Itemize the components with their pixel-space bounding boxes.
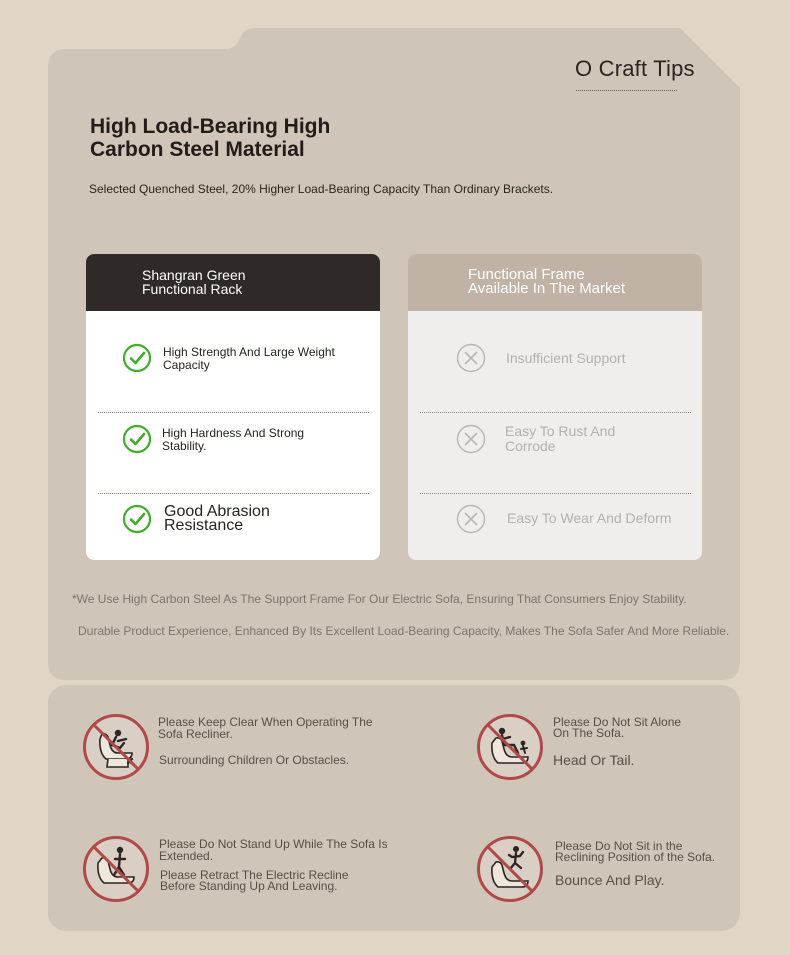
footnote-line2: Durable Product Experience, Enhanced By Its Excellent Load-Bearing Capacity, Makes The Sofa Safer And More Reliable.	[78, 624, 730, 638]
safety-tip-line: Please Keep Clear When Operating The	[158, 715, 373, 729]
list-item	[98, 414, 369, 494]
list-item-text	[506, 351, 626, 366]
cross-circle-icon	[456, 504, 486, 534]
safety-tip-line: Please Do Not Stand Up While The Sofa Is	[159, 837, 388, 851]
list-item-text	[163, 346, 335, 372]
safety-tip-primary	[158, 716, 373, 740]
safety-tip-secondary	[160, 870, 349, 892]
list-item-line1: Easy To Rust And	[505, 423, 616, 439]
list-item	[420, 414, 691, 494]
safety-tip	[476, 713, 726, 783]
safety-tip-line: Before Standing Up And Leaving.	[160, 879, 338, 893]
list-item-line1: Insufficient Support	[506, 350, 626, 366]
panel-market-header	[408, 254, 702, 311]
safety-tip-line: Surrounding Children Or Obstacles.	[159, 753, 350, 767]
safety-tip-line: Extended.	[159, 849, 214, 863]
list-item-line1: High Strength And Large Weight	[163, 345, 335, 359]
panel-market-title-line1: Functional Frame	[468, 266, 585, 283]
check-icon	[122, 424, 152, 454]
panel-shangran-header	[86, 254, 380, 311]
no-bouncing-icon	[476, 835, 544, 903]
list-item-line2: Resistance	[164, 517, 244, 534]
headline: High Load-Bearing High Carbon Steel Material	[90, 115, 331, 161]
list-item-line2: Stability.	[162, 439, 207, 453]
list-item	[420, 494, 691, 554]
list-item	[98, 333, 369, 413]
safety-tip-line: Head Or Tail.	[553, 752, 635, 768]
divider	[420, 412, 691, 413]
check-icon	[122, 343, 152, 373]
subline: Selected Quenched Steel, 20% Higher Load-Bearing Capacity Than Ordinary Brackets.	[89, 182, 554, 196]
safety-card	[48, 685, 740, 931]
safety-tip-line: Bounce And Play.	[555, 872, 665, 888]
list-item-text	[505, 424, 615, 454]
safety-tip	[82, 835, 422, 905]
list-item-line1: Easy To Wear And Deform	[507, 510, 672, 526]
safety-tip-line: Sofa Recliner.	[158, 727, 233, 741]
list-item-line2: Capacity	[163, 358, 210, 372]
safety-tip-line: On The Sofa.	[553, 726, 625, 740]
list-item-text	[162, 427, 304, 453]
list-item-line2: Corrode	[505, 438, 556, 454]
safety-tip-secondary	[553, 753, 634, 767]
safety-tip-secondary	[555, 873, 664, 887]
safety-tip	[476, 835, 726, 905]
cross-circle-icon	[456, 424, 486, 454]
footnote-line1: *We Use High Carbon Steel As The Support Frame For Our Electric Sofa, Ensuring That Consumers Enjoy Stability.	[72, 592, 687, 606]
list-item-line1: Good Abrasion	[164, 503, 270, 520]
safety-tip	[82, 713, 412, 783]
panel-shangran-title-line2: Functional Rack	[142, 281, 243, 297]
safety-tip-primary	[555, 841, 715, 863]
list-item-text	[507, 511, 671, 526]
no-sit-edge-icon	[476, 713, 544, 781]
list-item	[420, 333, 691, 413]
no-standing-icon	[82, 835, 150, 903]
list-item-text	[164, 505, 270, 533]
list-item	[98, 494, 369, 554]
safety-tip-primary	[159, 838, 388, 862]
main-card	[48, 28, 740, 680]
panel-shangran	[86, 254, 380, 560]
check-icon	[122, 504, 152, 534]
panel-market	[408, 254, 702, 560]
no-children-recliner-icon	[82, 713, 150, 781]
safety-tip-line: Please Retract The Electric Recline	[160, 868, 349, 882]
panel-market-title-line2: Available In The Market	[468, 280, 626, 297]
safety-tip-line: Please Do Not Sit in the	[555, 839, 683, 853]
safety-tip-primary	[553, 717, 681, 739]
panel-shangran-title-line1: Shangran Green	[142, 267, 246, 283]
safety-tip-line: Reclining Position of the Sofa.	[555, 850, 716, 864]
safety-tip-line: Please Do Not Sit Alone	[553, 715, 682, 729]
safety-tip-secondary	[159, 754, 349, 766]
cross-circle-icon	[456, 343, 486, 373]
list-item-line1: High Hardness And Strong	[162, 426, 305, 440]
divider	[98, 412, 369, 413]
craft-tips-underline	[576, 90, 677, 91]
craft-tips-label: O Craft Tips	[575, 56, 695, 81]
